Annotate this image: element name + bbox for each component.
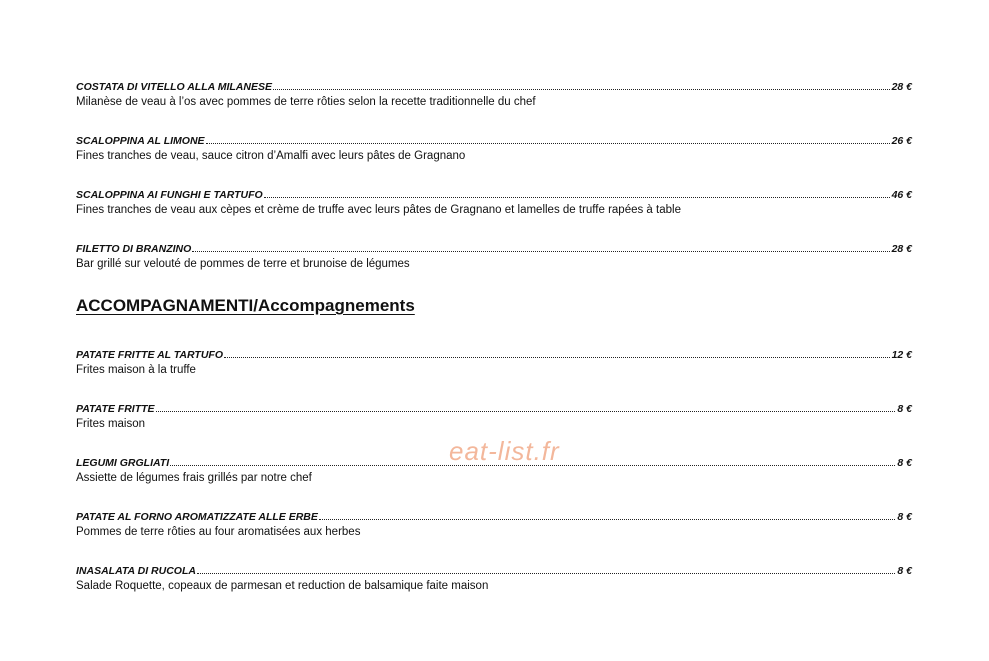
dot-leader [206,142,890,144]
dot-leader [319,518,896,520]
item-description: Milanèse de veau à l’os avec pommes de terre rôties selon la recette traditionnelle du chef [76,96,536,108]
menu-item [76,564,912,594]
item-price: 8 € [897,565,912,577]
watermark: eat-list.fr [449,436,560,466]
dot-leader [197,572,895,574]
menu-item [76,188,912,218]
dot-leader [273,88,890,90]
item-description: Salade Roquette, copeaux de parmesan et reduction de balsamique faite maison [76,580,489,592]
item-description: Bar grillé sur velouté de pommes de terre et brunoise de légumes [76,258,410,270]
menu-item [76,348,912,378]
menu-item [76,402,912,432]
item-price: 28 € [891,243,912,255]
item-name: SCALOPPINA AL LIMONE [76,135,205,147]
item-price: 46 € [891,189,912,201]
item-price: 26 € [891,135,912,147]
item-name: LEGUMI GRGLIATI [76,457,170,469]
item-price: 8 € [897,457,912,469]
item-description: Fines tranches de veau aux cèpes et crème de truffe avec leurs pâtes de Gragnano et lamelles de truffe rapées à table [76,204,681,216]
item-description: Frites maison à la truffe [76,364,196,376]
item-price: 28 € [891,81,912,93]
dot-leader [224,356,890,358]
dot-leader [192,250,889,252]
item-description: Fines tranches de veau, sauce citron d’Amalfi avec leurs pâtes de Gragnano [76,150,466,162]
menu-item [76,510,912,540]
dot-leader [156,410,896,412]
item-description: Frites maison [76,418,146,430]
item-price: 12 € [891,349,912,361]
item-price: 8 € [897,511,912,523]
section-title: ACCOMPAGNAMENTI/Accompagnements [76,296,415,315]
item-price: 8 € [897,403,912,415]
menu-item [76,134,912,164]
item-name: FILETTO DI BRANZINO [76,243,192,255]
item-name: PATATE FRITTE [76,403,155,415]
item-name: COSTATA DI VITELLO ALLA MILANESE [76,81,272,93]
item-description: Pommes de terre rôties au four aromatisées aux herbes [76,526,361,538]
menu-item [76,242,912,272]
item-name: PATATE AL FORNO AROMATIZZATE ALLE ERBE [76,511,318,523]
menu-item [76,80,912,110]
item-name: PATATE FRITTE AL TARTUFO [76,349,223,361]
dot-leader [264,196,890,198]
item-name: INASALATA DI RUCOLA [76,565,196,577]
item-description: Assiette de légumes frais grillés par notre chef [76,472,312,484]
item-name: SCALOPPINA AI FUNGHI E TARTUFO [76,189,263,201]
